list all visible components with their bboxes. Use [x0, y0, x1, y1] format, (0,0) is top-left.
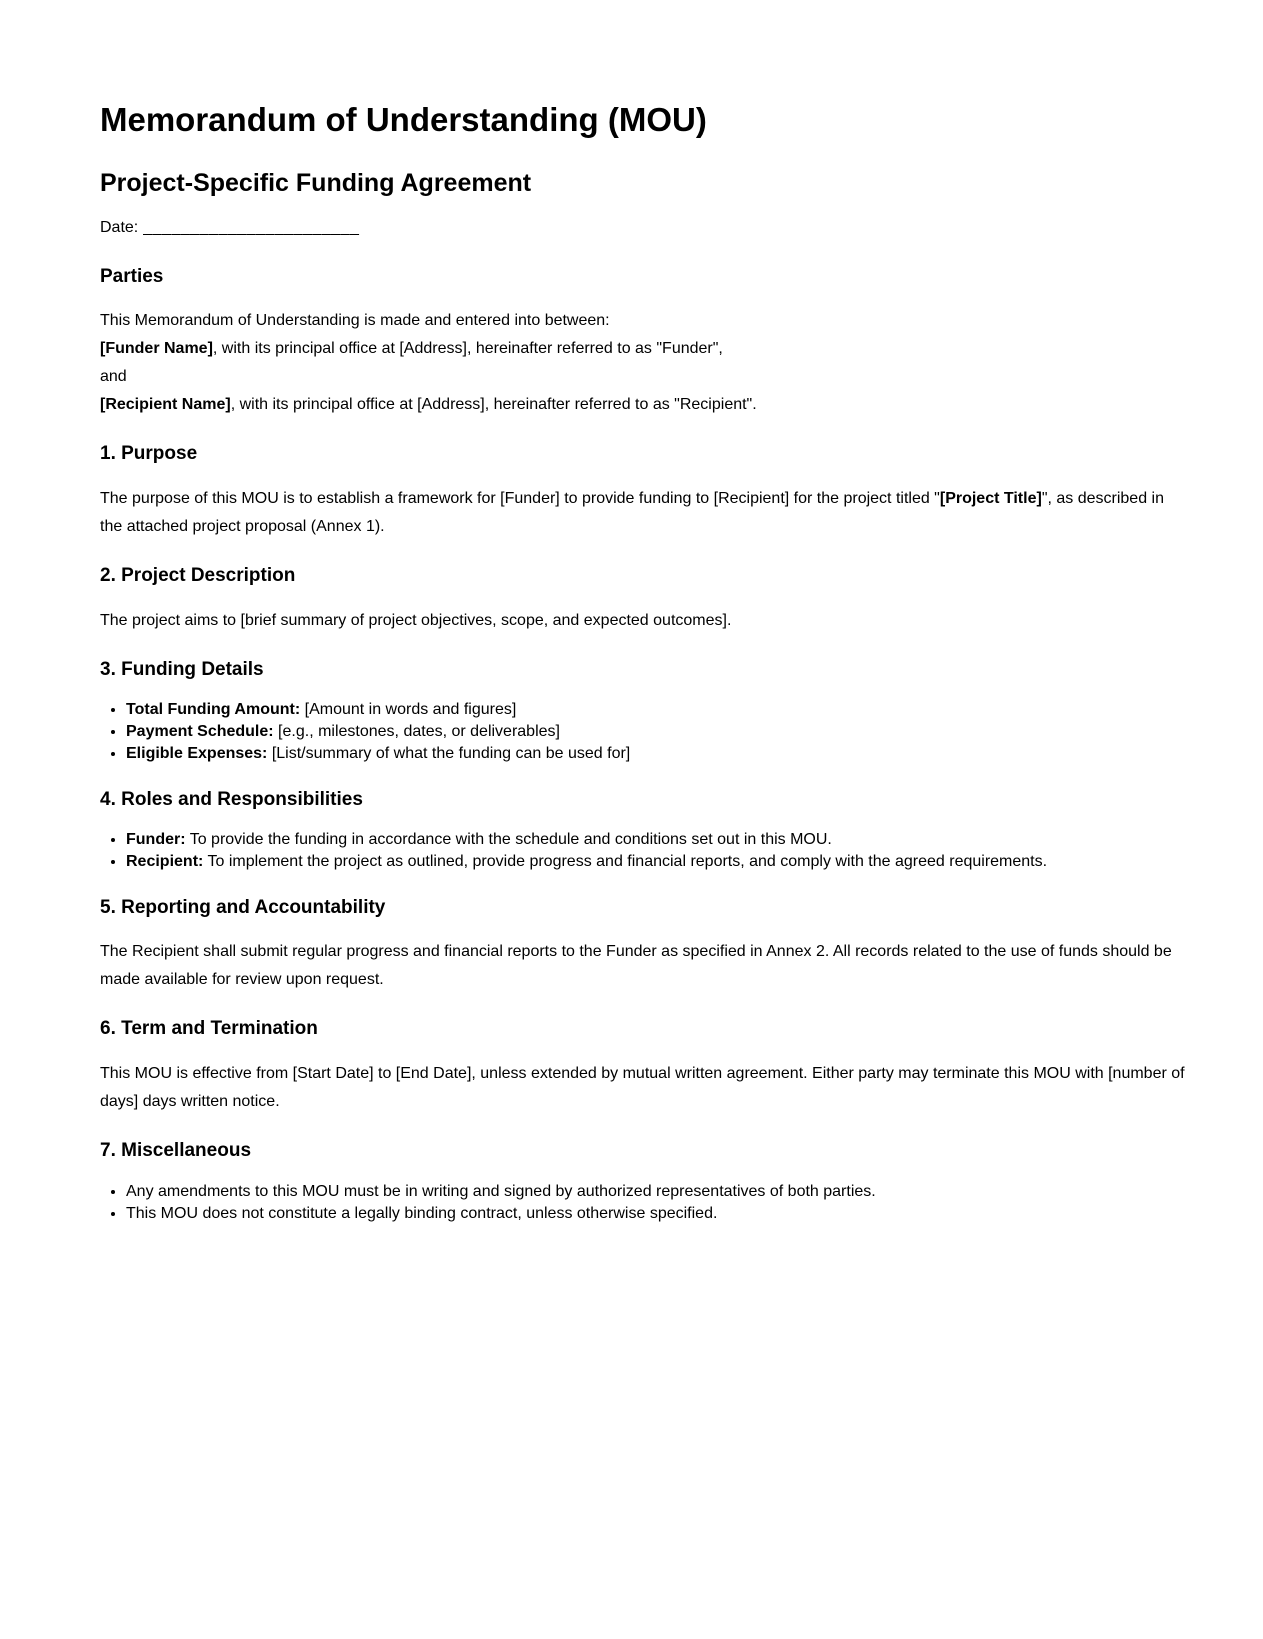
section-purpose-heading: 1. Purpose	[100, 443, 198, 465]
parties-paragraph	[100, 307, 1185, 419]
role-item-label: Recipient:	[126, 852, 204, 870]
date-label: Date:	[100, 218, 139, 236]
project-title-placeholder: [Project Title]	[939, 489, 1042, 507]
section-roles-heading: 4. Roles and Responsibilities	[100, 788, 363, 810]
section-project-description	[100, 563, 1185, 635]
role-item-label: Funder:	[126, 831, 186, 849]
role-item-text: To implement the project as outlined, provide progress and financial reports, and comply with the agreed requirements.	[203, 852, 1048, 870]
funding-item-text: [List/summary of what the funding can be used for]	[267, 744, 631, 762]
funding-item-text: [e.g., milestones, dates, or deliverables]	[273, 722, 560, 740]
list-item: • This MOU does not constitute a legally binding contract, unless otherwise specified.	[126, 1204, 1185, 1225]
funder-clause: , with its principal office at [Address], hereinafter referred to as "Funder",	[212, 340, 723, 358]
section-reporting	[100, 895, 1185, 995]
term-paragraph: This MOU is effective from [Start Date] to [End Date], unless extended by mutual written agreement. Either party may terminate this MOU with [number of days] days written notice.	[100, 1065, 1185, 1111]
roles-list	[100, 830, 1185, 873]
recipient-name-placeholder: [Recipient Name]	[100, 396, 231, 414]
parties-intro: This Memorandum of Understanding is made and entered into between:	[100, 312, 610, 330]
parties-conjunction: and	[100, 368, 127, 386]
recipient-clause: , with its principal office at [Address], hereinafter referred to as "Recipient".	[230, 396, 757, 414]
section-miscellaneous	[100, 1138, 1185, 1224]
funding-item-label: Eligible Expenses:	[126, 744, 268, 762]
funding-item-text: [Amount in words and figures]	[300, 701, 517, 719]
purpose-text-after: ", as described in the attached project proposal (Annex 1).	[100, 489, 1164, 535]
section-roles	[100, 787, 1185, 873]
funding-item-label: Total Funding Amount:	[126, 701, 301, 719]
list-item	[126, 722, 1185, 743]
document-subtitle: Project-Specific Funding Agreement	[100, 168, 532, 197]
section-term-heading: 6. Term and Termination	[100, 1018, 318, 1040]
funding-details-list	[100, 700, 1185, 764]
miscellaneous-list	[100, 1182, 1185, 1225]
section-parties-heading: Parties	[100, 265, 164, 287]
funding-item-label: Payment Schedule:	[126, 722, 274, 740]
section-miscellaneous-heading: 7. Miscellaneous	[100, 1140, 252, 1162]
section-funding-details-heading: 3. Funding Details	[100, 658, 264, 680]
purpose-text-before: The purpose of this MOU is to establish a framework for [Funder] to provide funding to [Recipient] for the project titled "	[100, 489, 940, 507]
section-reporting-heading: 5. Reporting and Accountability	[100, 896, 386, 918]
section-term	[100, 1016, 1185, 1116]
section-purpose	[100, 441, 1185, 541]
role-item-text: To provide the funding in accordance with the schedule and conditions set out in this MOU.	[185, 831, 832, 849]
date-line	[100, 214, 1185, 242]
list-item	[126, 744, 1185, 765]
purpose-paragraph	[100, 485, 1185, 541]
project-description-paragraph: The project aims to [brief summary of project objectives, scope, and expected outcomes].	[100, 611, 732, 629]
section-parties	[100, 264, 1185, 420]
date-blank: _______________________	[143, 218, 360, 236]
list-item	[126, 852, 1185, 873]
funder-name-placeholder: [Funder Name]	[100, 340, 213, 358]
list-item: • Any amendments to this MOU must be in writing and signed by authorized representatives of both parties.	[126, 1182, 1185, 1203]
document-title: Memorandum of Understanding (MOU)	[100, 101, 707, 138]
list-item	[126, 830, 1185, 851]
list-item	[126, 700, 1185, 721]
section-project-description-heading: 2. Project Description	[100, 564, 296, 586]
reporting-paragraph: The Recipient shall submit regular progress and financial reports to the Funder as specified in Annex 2. All records related to the use of funds should be made available for review upon request.	[100, 943, 1172, 989]
section-funding-details	[100, 657, 1185, 765]
